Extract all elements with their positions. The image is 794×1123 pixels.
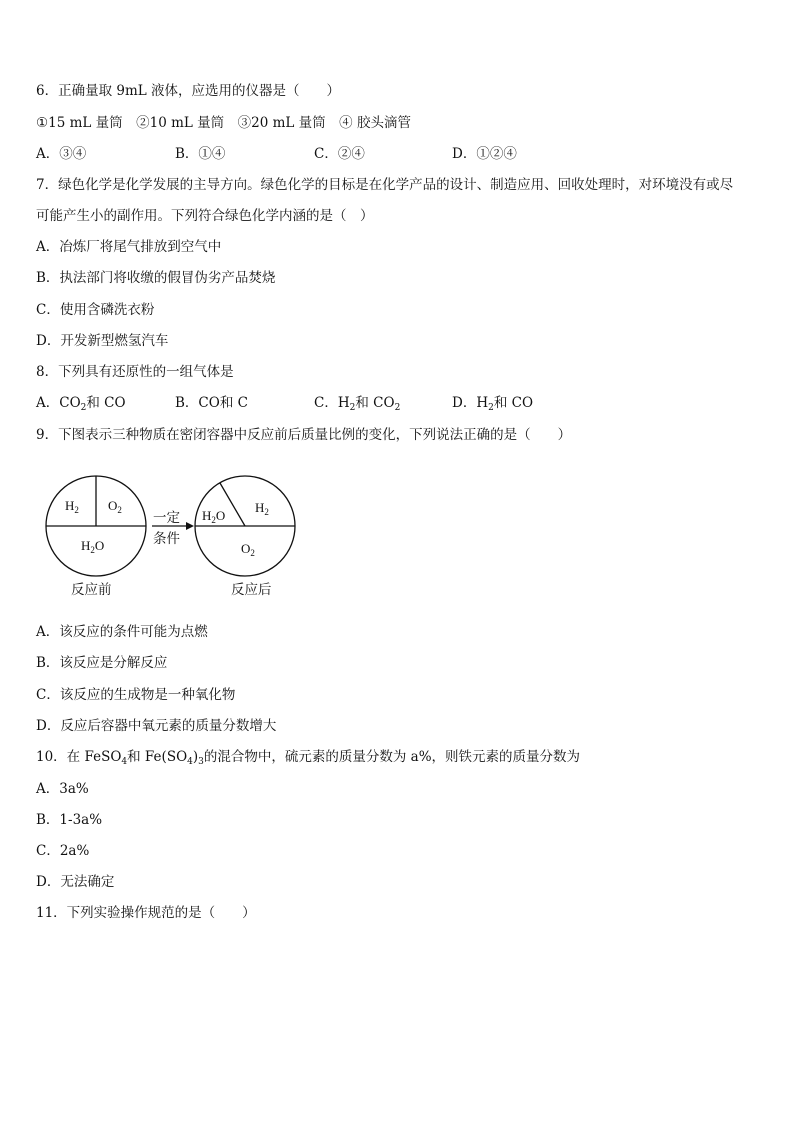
q7-option-b[interactable]: B．执法部门将收缴的假冒伪劣产品焚烧: [36, 270, 276, 286]
q8-option-c[interactable]: [314, 394, 400, 412]
q10-stem-pre: 10．在 FeSO: [36, 749, 122, 765]
q8-b-rest: 和 C: [219, 395, 248, 411]
q6-option-d[interactable]: D．①②④: [452, 146, 517, 162]
q8-c-formula2-sub: 2: [394, 403, 401, 413]
arrow-condition-bottom: 条件: [153, 531, 180, 547]
q8-c-rest: 和 CO: [355, 395, 395, 411]
q8-d-formula1: H: [476, 395, 489, 411]
q8-option-d[interactable]: [452, 394, 533, 412]
q6-items: ①15 mL 量筒 ②10 mL 量筒 ③20 mL 量筒 ④ 胶头滴管: [36, 115, 411, 131]
q10-stem-post: 的混合物中，硫元素的质量分数为 a%，则铁元素的质量分数为: [203, 749, 581, 765]
q8-a-formula1: CO: [59, 395, 81, 411]
q8-option-b[interactable]: [175, 394, 248, 412]
q7-option-a[interactable]: A．冶炼厂将尾气排放到空气中: [36, 239, 222, 255]
q8-b-formula1: CO: [198, 395, 220, 411]
q10-sub1: 4: [121, 757, 128, 767]
q8-a-rest: 和 CO: [86, 395, 126, 411]
after-caption: 反应后: [231, 582, 272, 598]
before-h2o-label: $H_2O$: [81, 538, 105, 555]
q10-stem: [36, 748, 580, 766]
q8-c-formula1: H: [337, 395, 350, 411]
q6-option-c[interactable]: C．②④: [314, 146, 365, 162]
q7-stem-line1: 7．绿色化学是化学发展的主导方向。绿色化学的目标是在化学产品的设计、制造应用、回收处理时，对环境没有或尽: [36, 177, 734, 193]
q10-option-c[interactable]: C．2a%: [36, 843, 90, 859]
q9-option-d[interactable]: D．反应后容器中氧元素的质量分数增大: [36, 718, 277, 734]
q8-c-formula1-sub: 2: [349, 403, 356, 413]
after-o2-label: $O_2$: [241, 541, 255, 558]
q9-option-c[interactable]: C．该反应的生成物是一种氧化物: [36, 687, 236, 703]
after-h2-label: $H_2$: [255, 500, 269, 517]
q9-option-a[interactable]: A．该反应的条件可能为点燃: [36, 624, 208, 640]
after-pie: [195, 476, 295, 598]
q11-stem: 11．下列实验操作规范的是（ ）: [36, 905, 256, 921]
q7-stem-line2: 可能产生小的副作用。下列符合绿色化学内涵的是（ ）: [36, 208, 374, 224]
reaction-arrow: [152, 510, 194, 547]
q10-sub2: 4: [187, 757, 193, 767]
before-o2-label: $O_2$: [108, 498, 122, 515]
q7-option-c[interactable]: C．使用含磷洗衣粉: [36, 302, 155, 318]
arrow-head-icon: [186, 522, 194, 530]
q10-option-a[interactable]: A．3a%: [36, 781, 89, 797]
q8-option-a[interactable]: [36, 394, 126, 412]
before-caption: 反应前: [71, 582, 112, 598]
q10-stem-mid: 和 Fe(SO: [127, 749, 188, 765]
q10-stem-mid2: ): [192, 749, 199, 765]
q6-option-a[interactable]: A．③④: [36, 146, 87, 162]
arrow-condition-top: 一定: [153, 510, 180, 526]
q10-option-d[interactable]: D．无法确定: [36, 874, 115, 890]
q8-option-d-label: D．: [452, 395, 477, 411]
q6-stem: 6．正确量取 9mL 液体，应选用的仪器是（ ）: [36, 83, 341, 99]
q8-option-a-label: A．: [36, 395, 60, 411]
q7-option-d[interactable]: D．开发新型燃氢汽车: [36, 333, 169, 349]
reaction-pie-diagram: [36, 468, 306, 603]
q8-option-b-label: B．: [175, 395, 199, 411]
q9-option-b[interactable]: B．该反应是分解反应: [36, 655, 168, 671]
q10-sub3: 3: [198, 757, 204, 767]
q6-option-b[interactable]: B．①④: [175, 146, 226, 162]
before-pie: [46, 476, 146, 598]
q8-d-rest: 和 CO: [493, 395, 534, 411]
q8-a-formula1-sub: 2: [80, 403, 87, 413]
after-h2o-label: $H_2O$: [202, 508, 226, 525]
before-h2-label: $H_2$: [65, 498, 79, 515]
q10-option-b[interactable]: B．1-3a%: [36, 812, 103, 828]
q8-option-c-label: C．: [314, 395, 338, 411]
q8-stem: 8．下列具有还原性的一组气体是: [36, 364, 234, 380]
q8-d-formula1-sub: 2: [488, 403, 494, 413]
q9-stem: 9．下图表示三种物质在密闭容器中反应前后质量比例的变化，下列说法正确的是（ ）: [36, 427, 572, 443]
